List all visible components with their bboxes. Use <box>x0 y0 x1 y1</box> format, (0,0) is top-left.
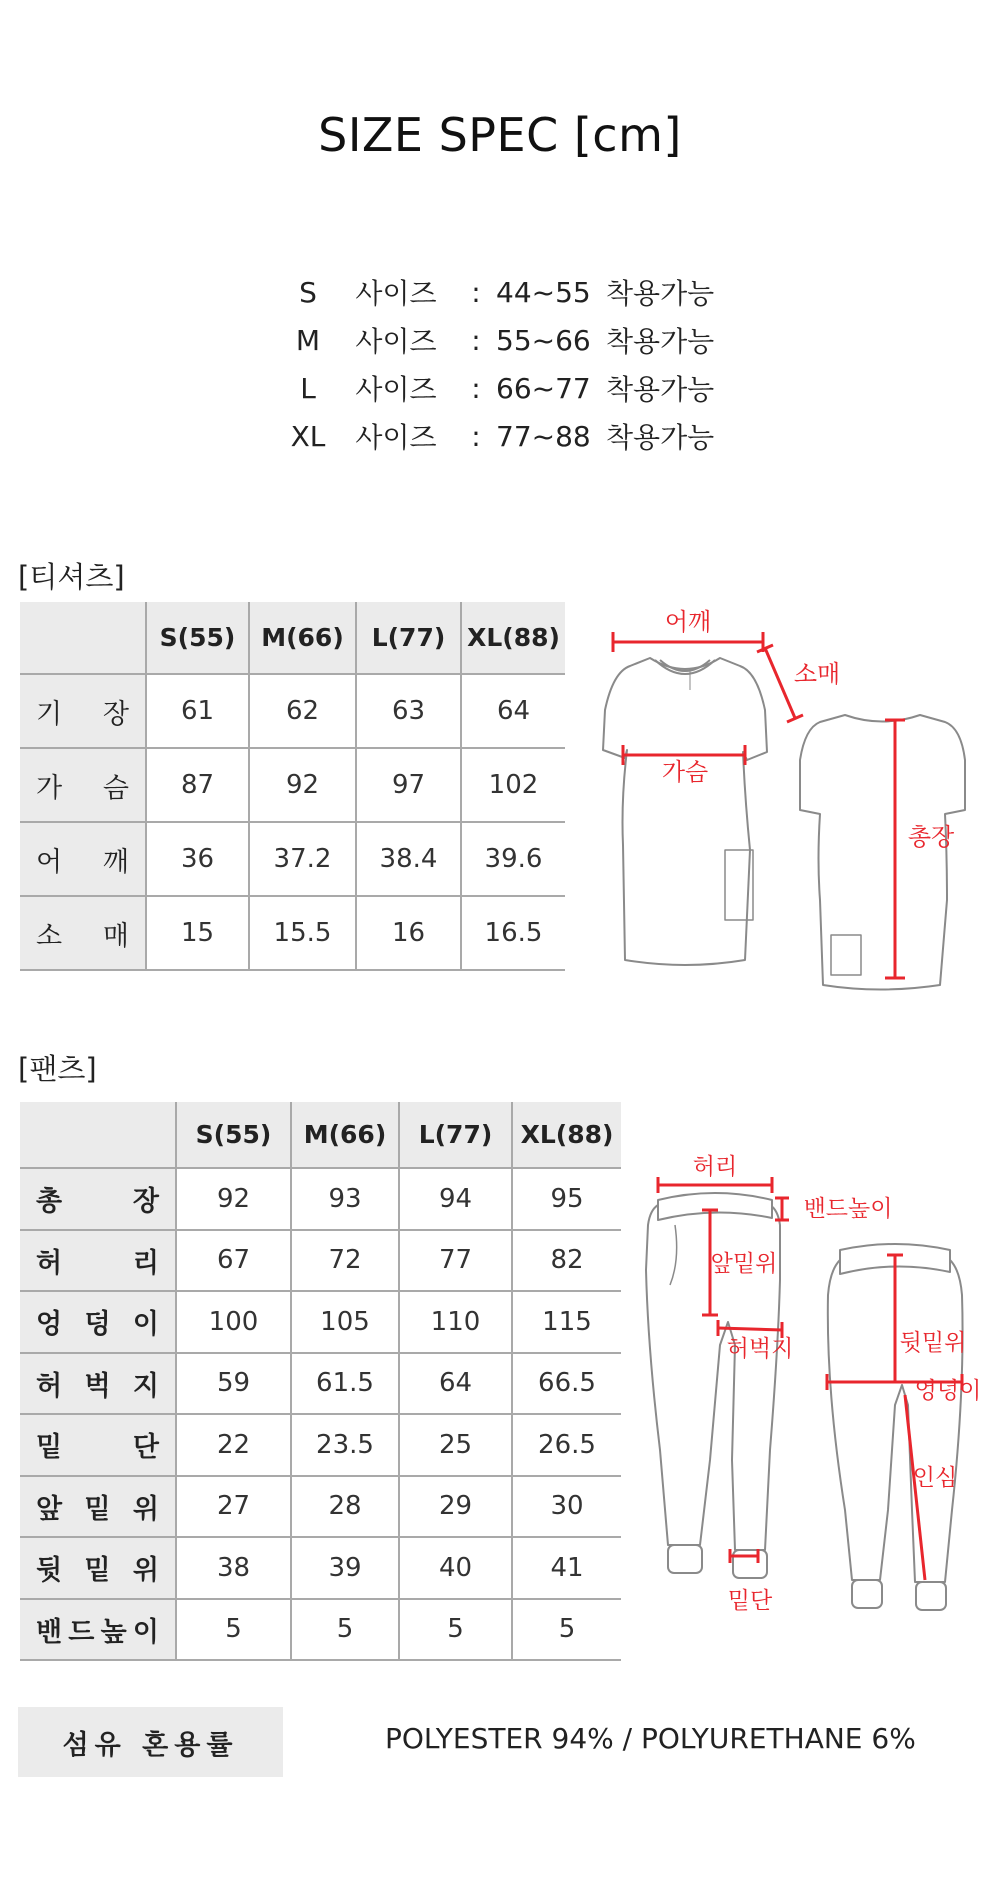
row-header-char: 슴 <box>102 772 129 804</box>
colon: : <box>471 323 481 357</box>
table-cell: 62 <box>249 674 356 748</box>
row-header <box>20 1599 176 1661</box>
column-header: S(55) <box>176 1102 291 1168</box>
row-header-char: 밑 <box>84 1555 111 1587</box>
fit-text: 착용가능 <box>606 373 715 406</box>
table-cell: 23.5 <box>291 1414 399 1476</box>
table-cell: 72 <box>291 1230 399 1292</box>
table-cell: 82 <box>512 1230 621 1292</box>
fit-text: 착용가능 <box>606 421 715 454</box>
row-header-char: 깨 <box>102 846 129 878</box>
table-cell: 29 <box>399 1476 512 1538</box>
table-cell: 36 <box>146 822 249 896</box>
row-header <box>20 1537 176 1599</box>
colon: : <box>471 419 481 453</box>
table-row <box>20 748 565 822</box>
size-word: 사이즈 <box>355 421 437 454</box>
table-cell: 5 <box>291 1599 399 1661</box>
table-cell: 30 <box>512 1476 621 1538</box>
row-header-char: 기 <box>36 698 63 730</box>
table-cell: 27 <box>176 1476 291 1538</box>
table-cell: 26.5 <box>512 1414 621 1476</box>
row-header-char: 지 <box>132 1370 159 1402</box>
table-row <box>20 1230 621 1292</box>
hip-label: 엉덩이 <box>914 1378 982 1404</box>
row-header-char: 이 <box>132 1309 159 1341</box>
table-cell: 5 <box>399 1599 512 1661</box>
table-cell: 41 <box>512 1537 621 1599</box>
row-header-char: 가 <box>36 772 63 804</box>
table-cell: 100 <box>176 1291 291 1353</box>
row-header <box>20 1353 176 1415</box>
table-cell: 93 <box>291 1168 399 1230</box>
size-guide <box>280 268 740 460</box>
size-code: XL <box>290 419 326 453</box>
table-cell: 115 <box>512 1291 621 1353</box>
table-cell: 40 <box>399 1537 512 1599</box>
table-row <box>20 674 565 748</box>
row-header-char: 어 <box>36 846 63 878</box>
table-row <box>20 1476 621 1538</box>
table-cell: 15 <box>146 896 249 970</box>
row-header-char: 위 <box>132 1493 159 1525</box>
table-cell: 39 <box>291 1537 399 1599</box>
column-header: M(66) <box>249 602 356 674</box>
table-row <box>20 1537 621 1599</box>
table-cell: 22 <box>176 1414 291 1476</box>
fit-text: 착용가능 <box>606 325 715 358</box>
row-header-char: 리 <box>132 1247 159 1279</box>
row-header-char: 장 <box>102 698 129 730</box>
row-header <box>20 1414 176 1476</box>
row-header-char: 덩 <box>84 1309 111 1341</box>
table-cell: 38.4 <box>356 822 461 896</box>
row-header-char: 허 <box>36 1370 63 1402</box>
table-cell: 16 <box>356 896 461 970</box>
table-cell: 67 <box>176 1230 291 1292</box>
chest-label: 가슴 <box>661 758 709 786</box>
thigh-label: 허벅지 <box>726 1336 794 1362</box>
table-header-row <box>20 1102 621 1168</box>
row-header-char: 단 <box>132 1432 159 1464</box>
tshirt-front-illustration <box>603 658 767 965</box>
back-rise-label: 뒷밑위 <box>899 1330 967 1356</box>
hem-label: 밑단 <box>727 1588 773 1614</box>
table-cell: 92 <box>176 1168 291 1230</box>
table-cell: 66.5 <box>512 1353 621 1415</box>
row-header-char: 엉 <box>36 1309 63 1341</box>
column-header: XL(88) <box>461 602 565 674</box>
table-cell: 94 <box>399 1168 512 1230</box>
table-cell: 38 <box>176 1537 291 1599</box>
table-cell: 28 <box>291 1476 399 1538</box>
size-range: 44~55 <box>496 275 591 309</box>
row-header-char: 총 <box>36 1186 63 1218</box>
row-header-char: 밑 <box>36 1432 63 1464</box>
size-word: 사이즈 <box>355 325 437 358</box>
row-header <box>20 1476 176 1538</box>
tshirt-section-label: [티셔츠] <box>18 560 125 594</box>
table-row <box>20 1353 621 1415</box>
table-cell: 39.6 <box>461 822 565 896</box>
pants-diagram <box>640 1150 1000 1625</box>
table-row <box>20 1291 621 1353</box>
row-header-char: 높 <box>100 1616 127 1648</box>
row-header <box>20 748 146 822</box>
size-word: 사이즈 <box>355 277 437 310</box>
size-range: 55~66 <box>496 323 591 357</box>
size-code: L <box>300 371 316 405</box>
shoulder-label: 어깨 <box>664 608 712 636</box>
size-guide-row-s <box>280 268 740 316</box>
row-header <box>20 822 146 896</box>
table-cell: 105 <box>291 1291 399 1353</box>
size-guide-row-m <box>280 316 740 364</box>
table-row <box>20 1414 621 1476</box>
column-header: M(66) <box>291 1102 399 1168</box>
row-header-char: 매 <box>102 920 129 952</box>
row-header-char: 드 <box>68 1616 95 1648</box>
table-cell: 5 <box>512 1599 621 1661</box>
fiber-composition-label: 섬유 혼용률 <box>18 1707 283 1777</box>
column-header: XL(88) <box>512 1102 621 1168</box>
fit-text: 착용가능 <box>606 277 715 310</box>
table-cell: 110 <box>399 1291 512 1353</box>
table-corner <box>20 1102 176 1168</box>
table-row <box>20 1599 621 1661</box>
size-range: 66~77 <box>496 371 591 405</box>
column-header: S(55) <box>146 602 249 674</box>
size-guide-row-xl <box>280 412 740 460</box>
fiber-composition-value: POLYESTER 94% / POLYURETHANE 6% <box>385 1722 916 1755</box>
length-label: 총장 <box>907 823 955 851</box>
colon: : <box>471 371 481 405</box>
table-cell: 95 <box>512 1168 621 1230</box>
row-header <box>20 674 146 748</box>
table-cell: 61.5 <box>291 1353 399 1415</box>
row-header <box>20 1291 176 1353</box>
row-header-char: 벅 <box>84 1370 111 1402</box>
table-cell: 77 <box>399 1230 512 1292</box>
page-title: SIZE SPEC [cm] <box>318 108 682 162</box>
row-header-char: 소 <box>36 920 63 952</box>
table-cell: 92 <box>249 748 356 822</box>
row-header-char: 앞 <box>36 1493 63 1525</box>
table-cell: 25 <box>399 1414 512 1476</box>
table-header-row <box>20 602 565 674</box>
table-row <box>20 822 565 896</box>
table-cell: 16.5 <box>461 896 565 970</box>
row-header-char: 이 <box>132 1616 159 1648</box>
row-header-char: 허 <box>36 1247 63 1279</box>
row-header <box>20 1168 176 1230</box>
row-header-char: 밑 <box>84 1493 111 1525</box>
colon: : <box>471 275 481 309</box>
table-cell: 97 <box>356 748 461 822</box>
size-range: 77~88 <box>496 419 591 453</box>
table-cell: 87 <box>146 748 249 822</box>
inseam-label: 인심 <box>912 1465 958 1491</box>
tshirt-size-table <box>20 602 565 971</box>
table-cell: 102 <box>461 748 565 822</box>
column-header: L(77) <box>356 602 461 674</box>
table-cell: 15.5 <box>249 896 356 970</box>
row-header-char: 뒷 <box>36 1555 63 1587</box>
size-code: S <box>299 275 317 309</box>
row-header-char: 장 <box>132 1186 159 1218</box>
table-cell: 63 <box>356 674 461 748</box>
table-cell: 59 <box>176 1353 291 1415</box>
table-cell: 37.2 <box>249 822 356 896</box>
front-rise-label: 앞밑위 <box>710 1251 778 1277</box>
band-height-label: 밴드높이 <box>803 1196 893 1222</box>
table-cell: 5 <box>176 1599 291 1661</box>
pants-section-label: [팬츠] <box>18 1052 97 1086</box>
tshirt-diagram <box>595 600 995 995</box>
size-code: M <box>295 323 321 357</box>
row-header-char: 위 <box>132 1555 159 1587</box>
row-header <box>20 1230 176 1292</box>
table-row <box>20 1168 621 1230</box>
table-cell: 61 <box>146 674 249 748</box>
row-header-char: 밴 <box>36 1616 63 1648</box>
table-cell: 64 <box>399 1353 512 1415</box>
pants-size-table <box>20 1102 621 1661</box>
size-guide-row-l <box>280 364 740 412</box>
column-header: L(77) <box>399 1102 512 1168</box>
table-cell: 64 <box>461 674 565 748</box>
waist-label: 허리 <box>692 1154 738 1180</box>
sleeve-label: 소매 <box>793 660 841 688</box>
table-corner <box>20 602 146 674</box>
tshirt-back-illustration <box>800 715 965 990</box>
size-word: 사이즈 <box>355 373 437 406</box>
table-row <box>20 896 565 970</box>
row-header <box>20 896 146 970</box>
